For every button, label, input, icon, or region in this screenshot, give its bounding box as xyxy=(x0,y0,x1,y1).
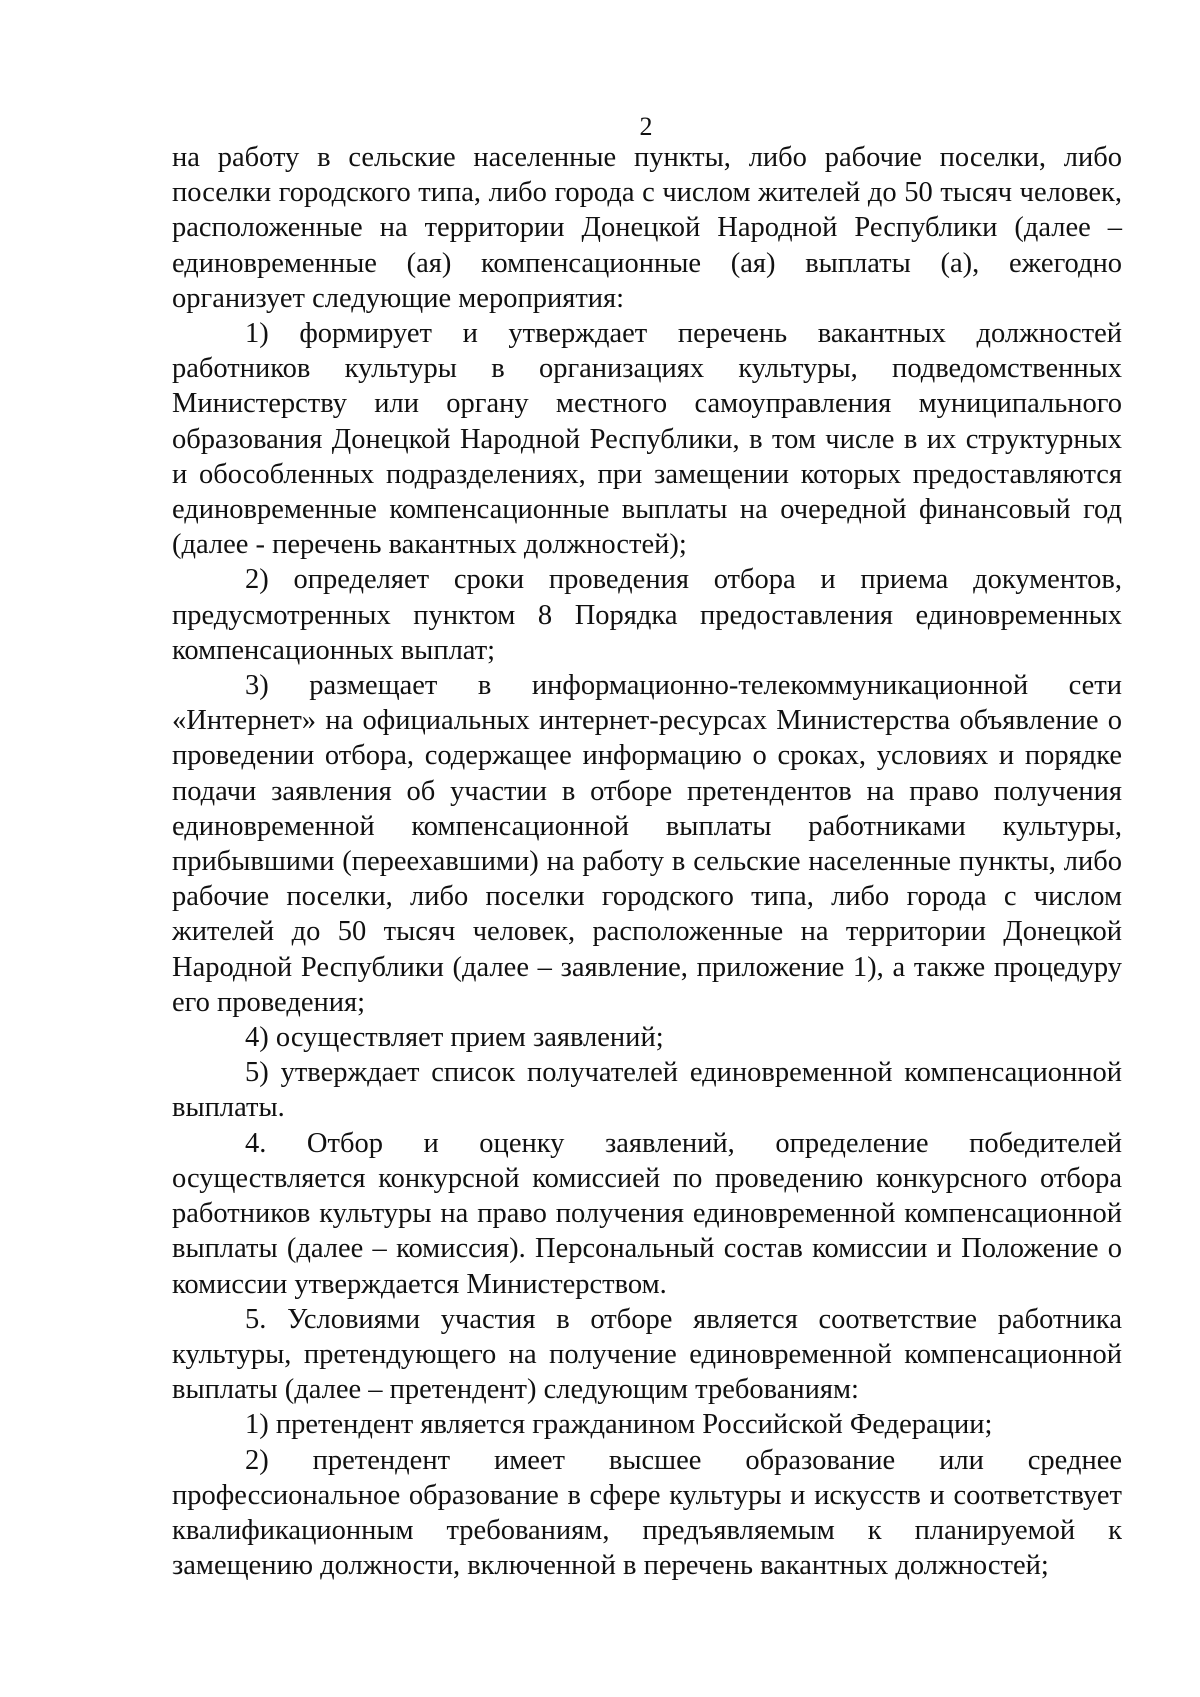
paragraph-item-1: 1) формирует и утверждает перечень вакантных должностей работников культуры в организациях культуры, подведомственных Министерству или органу местного самоуправления муниципального образования Донецкой Народной Республики, в том числе в их структурных и обособленных подразделениях, при замещении которых предоставляются единовременные компенсационные выплаты на очередной финансовый год (далее - перечень вакантных должностей); xyxy=(172,318,1122,561)
paragraph-item-2: 2) определяет сроки проведения отбора и приема документов, предусмотренных пунктом 8 Порядка предоставления единовременных компенсационных выплат; xyxy=(172,564,1122,666)
document-body xyxy=(172,140,1122,1583)
paragraph-item-3: 3) размещает в информационно-телекоммуникационной сети «Интернет» на официальных интернет-ресурсах Министерства объявление о проведении отбора, содержащее информацию о сроках, условиях и порядке подачи заявления об участии в отборе претендентов на право получения единовременной компенсационной выплаты работниками культуры, прибывшими (переехавшими) на работу в сельские населенные пункты, либо рабочие поселки, либо поселки городского типа, либо города с числом жителей до 50 тысяч человек, расположенные на территории Донецкой Народной Республики (далее – заявление, приложение 1), а также процедуру его проведения; xyxy=(172,670,1122,1018)
paragraph-section-4: 4. Отбор и оценку заявлений, определение победителей осуществляется конкурсной комиссией по проведению конкурсного отбора работников культуры на право получения единовременной компенсационной выплаты (далее – комиссия). Персональный состав комиссии и Положение о комиссии утверждается Министерством. xyxy=(172,1127,1122,1300)
paragraph-item-5: 5) утверждает список получателей единовременной компенсационной выплаты. xyxy=(172,1057,1122,1124)
paragraph-requirement-1: 1) претендент является гражданином Российской Федерации; xyxy=(245,1409,993,1441)
page-number: 2 xyxy=(639,112,653,141)
paragraph-item-4: 4) осуществляет прием заявлений; xyxy=(245,1022,664,1054)
paragraph-requirement-2: 2) претендент имеет высшее образование или среднее профессиональное образование в сфере культуры и искусств и соответствует квалификационным требованиям, предъявляемым к планируемой к замещению должности, включенной в перечень вакантных должностей; xyxy=(172,1444,1122,1582)
paragraph-section-5: 5. Условиями участия в отборе является соответствие работника культуры, претендующего на получение единовременной компенсационной выплаты (далее – претендент) следующим требованиям: xyxy=(172,1303,1122,1406)
paragraph-continuation: на работу в сельские населенные пункты, либо рабочие поселки, либо поселки городского типа, либо города с числом жителей до 50 тысяч человек, расположенные на территории Донецкой Народной Республики (далее – единовременные (ая) компенсационные (ая) выплаты (а), ежегодно организует следующие мероприятия: xyxy=(172,142,1122,314)
